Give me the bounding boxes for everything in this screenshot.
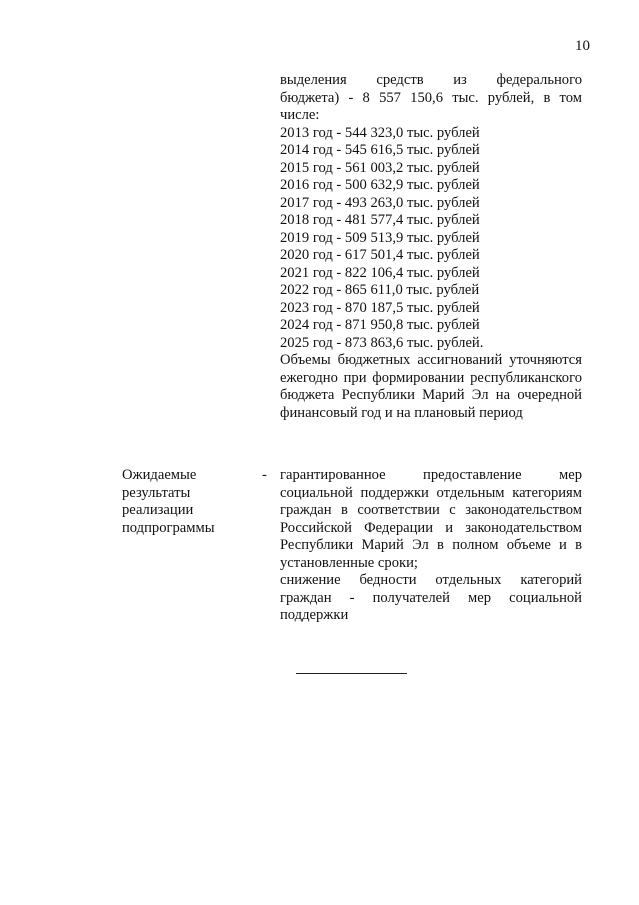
funding-year-line: 2014 год - 545 616,5 тыс. рублей [280,142,480,158]
funding-year-line: 2025 год - 873 863,6 тыс. рублей. [280,334,484,351]
page-number: 10 [575,38,590,54]
funding-year-line: 2019 год - 509 513,9 тыс. рублей [280,229,480,246]
funding-year-line: 2018 год - 481 577,4 тыс. рублей [280,212,480,228]
funding-intro-line: бюджета) - 8 557 150,6 тыс. рублей, в том [280,89,582,106]
end-rule [296,673,407,674]
results-label: Ожидаемые результаты реализации подпрограммы [122,467,215,536]
funding-intro-line: числе: [280,107,320,123]
funding-year-line: 2021 год - 822 106,4 тыс. рублей [280,264,480,281]
results-dash: - [262,467,267,483]
funding-year-line: 2017 год - 493 263,0 тыс. рублей [280,194,480,211]
funding-section [280,72,582,422]
funding-year-line: 2022 год - 865 611,0 тыс. рублей [280,282,480,298]
funding-year-line: 2015 год - 561 003,2 тыс. рублей [280,159,480,176]
funding-year-line: 2016 год - 500 632,9 тыс. рублей [280,177,480,193]
results-section [280,467,582,625]
funding-year-line: 2020 год - 617 501,4 тыс. рублей [280,247,480,263]
results-paragraph: гарантированное предоставление мер социальной поддержки отдельным категориям граждан в соответствии с законодательством Российской Федерации и законодательством Республики Марий Эл в полном объеме и в установленные сроки; [280,467,582,571]
funding-year-line: 2023 год - 870 187,5 тыс. рублей [280,299,480,316]
funding-year-line: 2024 год - 871 950,8 тыс. рублей [280,317,480,333]
funding-year-line: 2013 год - 544 323,0 тыс. рублей [280,124,480,141]
funding-note: Объемы бюджетных ассигнований уточняются ежегодно при формировании республиканского бюджета Республики Марий Эл на очередной финансовый год и на плановый период [280,352,582,421]
results-paragraph: снижение бедности отдельных категорий граждан - получателей мер социальной поддержки [280,572,582,623]
funding-intro-line: выделения средств из федерального [280,72,582,88]
